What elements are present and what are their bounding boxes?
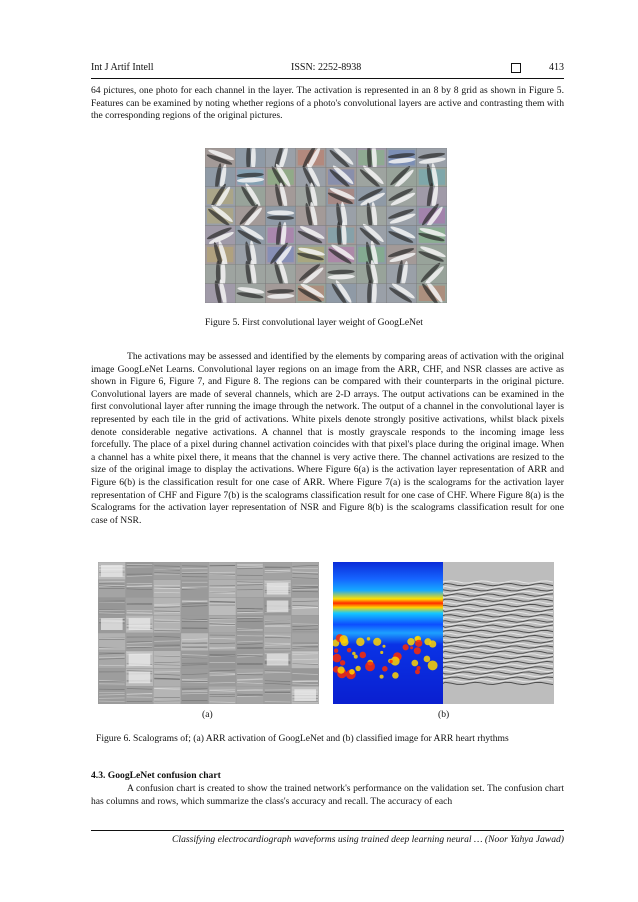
journal-name: Int J Artif Intell — [91, 62, 154, 73]
header-rule — [91, 78, 564, 79]
figure-6a-image — [98, 562, 319, 704]
checkbox-square-icon — [511, 63, 521, 73]
running-header — [91, 62, 564, 78]
arr-scalogram — [333, 562, 554, 704]
figure-6-caption: Figure 6. Scalograms of; (a) ARR activation of GoogLeNet and (b) classified image for ARR heart rhythms — [96, 733, 509, 744]
paragraph-1: 64 pictures, one photo for each channel in the layer. The activation is represented in an 8 by 8 grid as shown in Figure 5. Features can be examined by noting whether regions of a photo's convolutional layers are active and contrasting them with the corresponding regions of the original pictures. — [91, 85, 564, 122]
page-number: 413 — [549, 62, 564, 73]
figure-6b-image — [333, 562, 554, 704]
paragraph-2: The activations may be assessed and identified by the elements by comparing areas of activation with the original image GoogLeNet Learns. Convolutional layer regions on an image from the ARR, CHF, and NSR classes are active as shown in Figure 6, Figure 7, and Figure 8. The regions can be compared with their counterparts in the original picture. Convolutional layers are made of several channels, which are 2-D arrays. The output activations can be examined in the first convolutional layer after running the image through the network. The output of a channel in the convolutional layer is represented by each tile in the grid of activations. White pixels denote strongly positive activations, whilst black pixels denote considerable negative activations. A channel that is mostly grayscale responds to the incoming image less forcefully. The place of a pixel during channel activation coincides with that pixel's place during the original image. When a channel has a white pixel there, it means that the channel is very active there. The channel activations are resized to the size of the original image to display the activations. Where Figure 6(a) is the activation layer representation of ARR and Figure 6(b) is the classification result for one case of ARR. Where Figure 7(a) is the scalograms for the activation layer representation of CHF and Figure 7(b) is the scalograms classification result for one case of CHF. Where Figure 8(a) is the Scalograms for the activation layer representation of NSR and Figure 8(b) is the scalograms classification result for one case of NSR. — [91, 351, 564, 526]
footer-citation: Classifying electrocardiograph waveforms using trained deep learning neural … (Noor Yahya Jawad) — [172, 834, 564, 845]
figure-6b-label: (b) — [438, 709, 450, 720]
footer-rule — [91, 830, 564, 831]
figure-5-image — [205, 148, 447, 303]
section-heading: 4.3. GoogLeNet confusion chart — [91, 770, 221, 781]
arr-activation-map — [98, 562, 319, 704]
issn: ISSN: 2252-8938 — [291, 62, 362, 73]
conv-weights-grid — [205, 148, 447, 303]
paragraph-3: A confusion chart is created to show the trained network's performance on the validation set. The confusion chart has columns and rows, which summarize the class's accuracy and recall. The accuracy of each — [91, 783, 564, 807]
figure-5-caption: Figure 5. First convolutional layer weight of GoogLeNet — [205, 317, 423, 328]
figure-6a-label: (a) — [202, 709, 213, 720]
